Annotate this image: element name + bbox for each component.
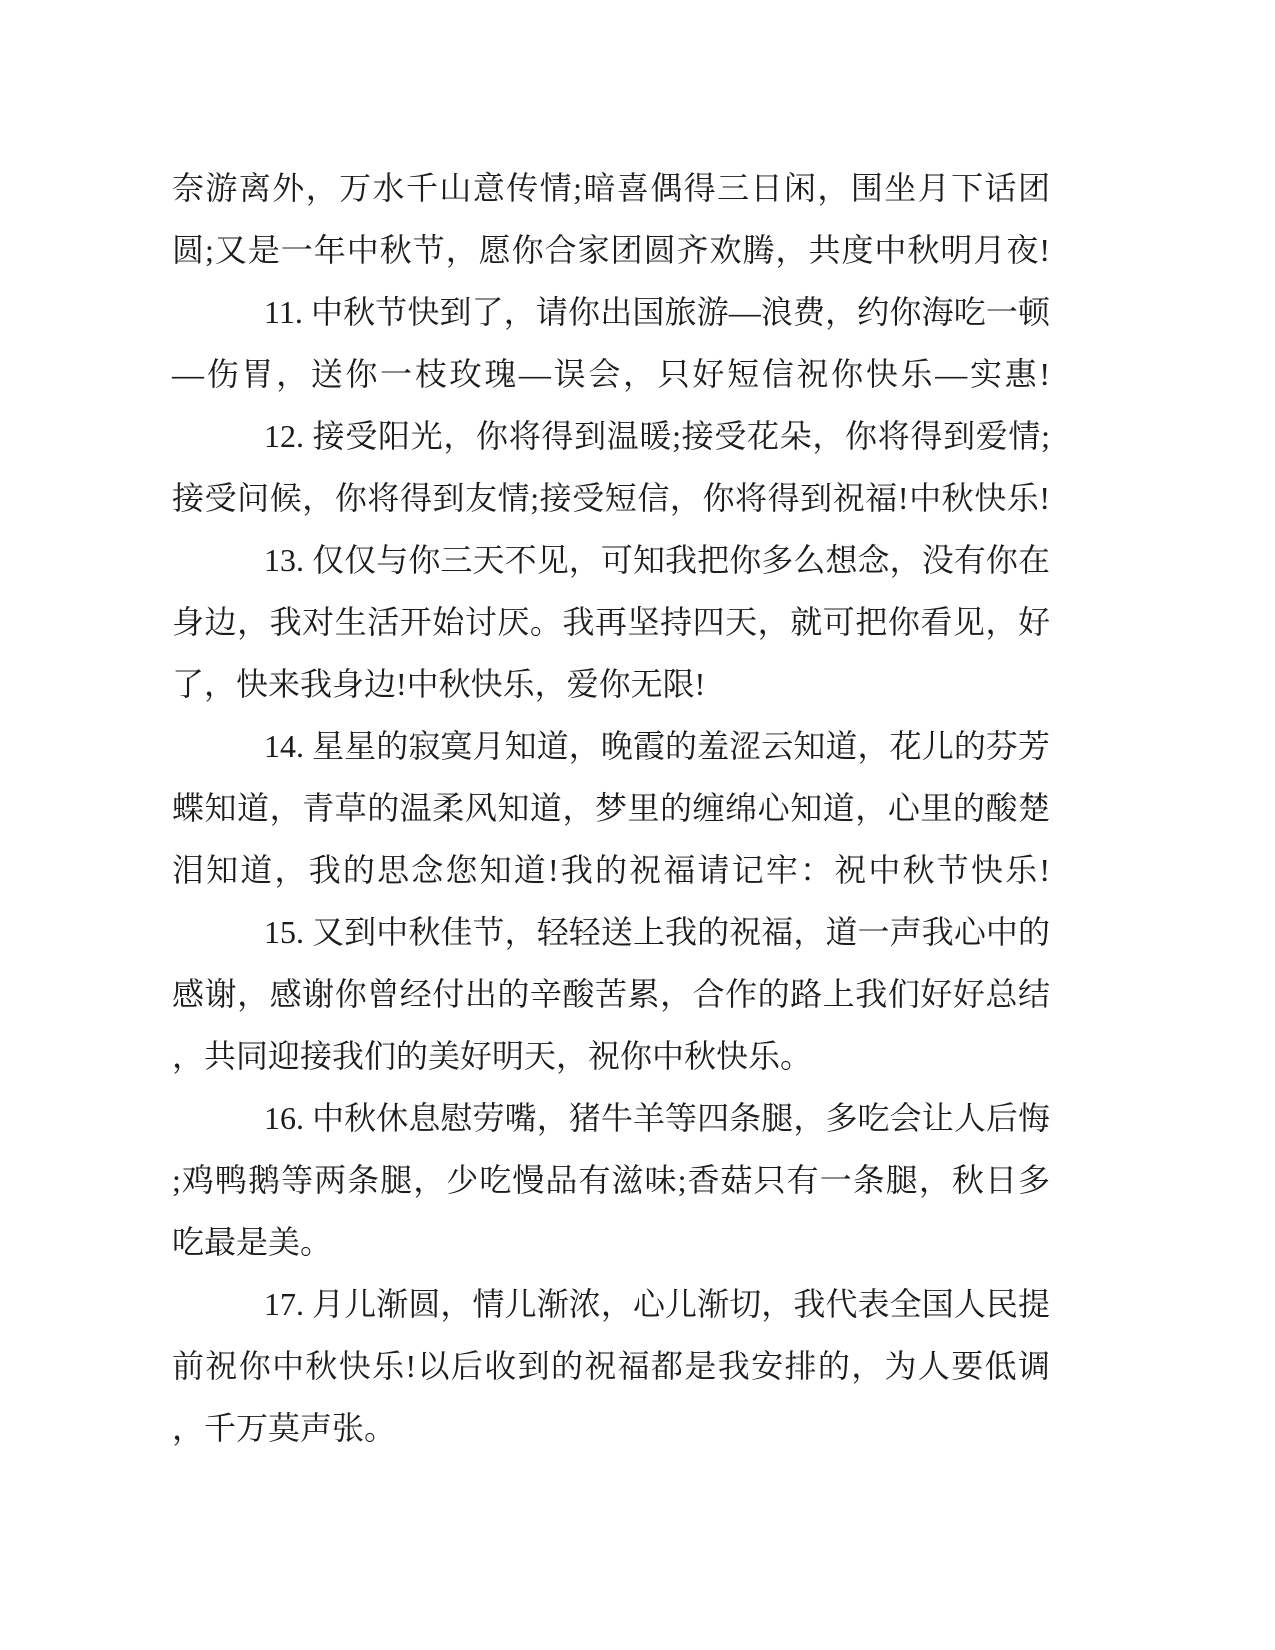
text-line: 奈游离外，万水千山意传情;暗喜偶得三日闲，围坐月下话团 (172, 170, 1050, 206)
paragraph (172, 1273, 1050, 1459)
text-line: 了，快来我身边!中秋快乐，爱你无限! (172, 666, 706, 702)
text-line: 17. 月儿渐圆，情儿渐浓，心儿渐切，我代表全国人民提 (264, 1286, 1050, 1322)
text-line: 15. 又到中秋佳节，轻轻送上我的祝福，道一声我心中的 (264, 914, 1050, 950)
text-line: 16. 中秋休息慰劳嘴，猪牛羊等四条腿，多吃会让人后悔 (264, 1100, 1050, 1136)
text-line: ，共同迎接我们的美好明天，祝你中秋快乐。 (172, 1038, 813, 1074)
text-line: 12. 接受阳光，你将得到温暖;接受花朵，你将得到爱情; (264, 418, 1050, 454)
text-line: 圆;又是一年中秋节，愿你合家团圆齐欢腾，共度中秋明月夜! (172, 232, 1050, 268)
text-line: 11. 中秋节快到了，请你出国旅游—浪费，约你海吃一顿 (264, 294, 1050, 330)
paragraph (172, 901, 1050, 1087)
text-line: ;鸡鸭鹅等两条腿，少吃慢品有滋味;香菇只有一条腿，秋日多 (172, 1162, 1050, 1198)
paragraph (172, 1087, 1050, 1273)
paragraph (172, 715, 1050, 901)
paragraph (172, 281, 1050, 405)
text-line: 感谢，感谢你曾经付出的辛酸苦累，合作的路上我们好好总结 (172, 976, 1050, 1012)
text-line: ，千万莫声张。 (172, 1410, 397, 1446)
text-line: 吃最是美。 (172, 1224, 333, 1260)
text-line: 14. 星星的寂寞月知道，晚霞的羞涩云知道，花儿的芬芳 (264, 728, 1050, 764)
paragraph (172, 405, 1050, 529)
paragraph (172, 529, 1050, 715)
text-line: 身边，我对生活开始讨厌。我再坚持四天，就可把你看见，好 (172, 604, 1050, 640)
text-line: 泪知道，我的思念您知道!我的祝福请记牢：祝中秋节快乐! (172, 852, 1050, 888)
paragraph (172, 157, 1050, 281)
text-line: 前祝你中秋快乐!以后收到的祝福都是我安排的，为人要低调 (172, 1348, 1050, 1384)
text-line: —伤胃，送你一枝玫瑰—误会，只好短信祝你快乐—实惠! (172, 356, 1050, 392)
text-line: 蝶知道，青草的温柔风知道，梦里的缠绵心知道，心里的酸楚 (172, 790, 1050, 826)
text-line: 接受问候，你将得到友情;接受短信，你将得到祝福!中秋快乐! (172, 480, 1050, 516)
document-content (172, 157, 1050, 1459)
text-line: 13. 仅仅与你三天不见，可知我把你多么想念，没有你在 (264, 542, 1050, 578)
